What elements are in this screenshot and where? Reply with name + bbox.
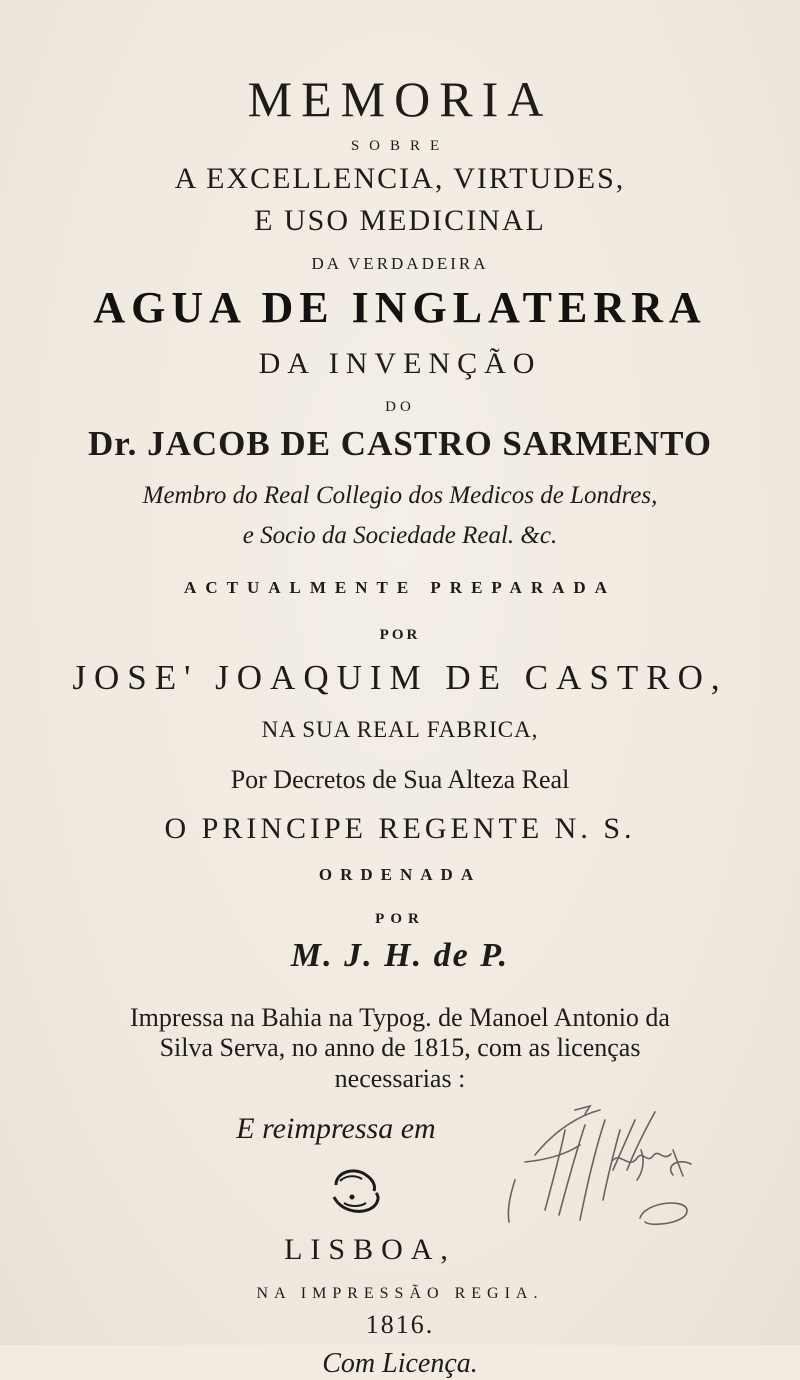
subtitle-line-2: E USO MEDICINAL [254,204,546,237]
agua-de-inglaterra-heading: AGUA DE INGLATERRA [93,283,707,332]
imprint-line-2: Silva Serva, no anno de 1815, com as licenças [159,1033,641,1062]
com-licenca-line: Com Licença. [322,1348,478,1379]
actualmente-preparada-line: ACTUALMENTE PREPARADA [184,578,616,597]
imprint-line-3: necessarias : [334,1064,466,1093]
lisboa-line: LISBOA, [284,1233,456,1266]
subtitle-line-1: A EXCELLENCIA, VIRTUDES, [174,162,626,195]
ordenada-line: ORDENADA [318,865,482,884]
por-line-2: POR [375,911,425,927]
author-name: Dr. JACOB DE CASTRO SARMENTO [87,424,713,463]
do-line: DO [385,399,415,415]
main-title: MEMORIA [247,71,553,127]
year-line: 1816. [365,1310,435,1339]
por-line-1: POR [379,627,421,643]
sobre-line: SOBRE [350,138,450,154]
author-role-line-1: Membro do Real Collegio dos Medicos de Londres, [142,482,658,509]
handwritten-signature [495,1100,705,1245]
impressao-regia-line: NA IMPRESSÃO REGIA. [256,1285,544,1302]
principe-regente-line: O PRINCIPE REGENTE N. S. [164,812,636,845]
initials-line: M. J. H. de P. [290,937,510,974]
decretos-line: Por Decretos de Sua Alteza Real [230,765,570,794]
da-verdadeira-line: DA VERDADEIRA [311,254,489,273]
fabrica-line: NA SUA REAL FABRICA, [261,717,539,742]
da-invencao-line: DA INVENÇÃO [258,347,542,380]
printers-ornament-icon [322,1163,390,1221]
imprint-line-1: Impressa na Bahia na Typog. de Manoel Antonio da [130,1003,670,1032]
preparer-name: JOSE' JOAQUIM DE CASTRO, [72,658,728,697]
author-role-line-2: e Socio da Sociedade Real. &c. [242,522,558,549]
reimpressa-line: E reimpressa em [236,1112,436,1145]
